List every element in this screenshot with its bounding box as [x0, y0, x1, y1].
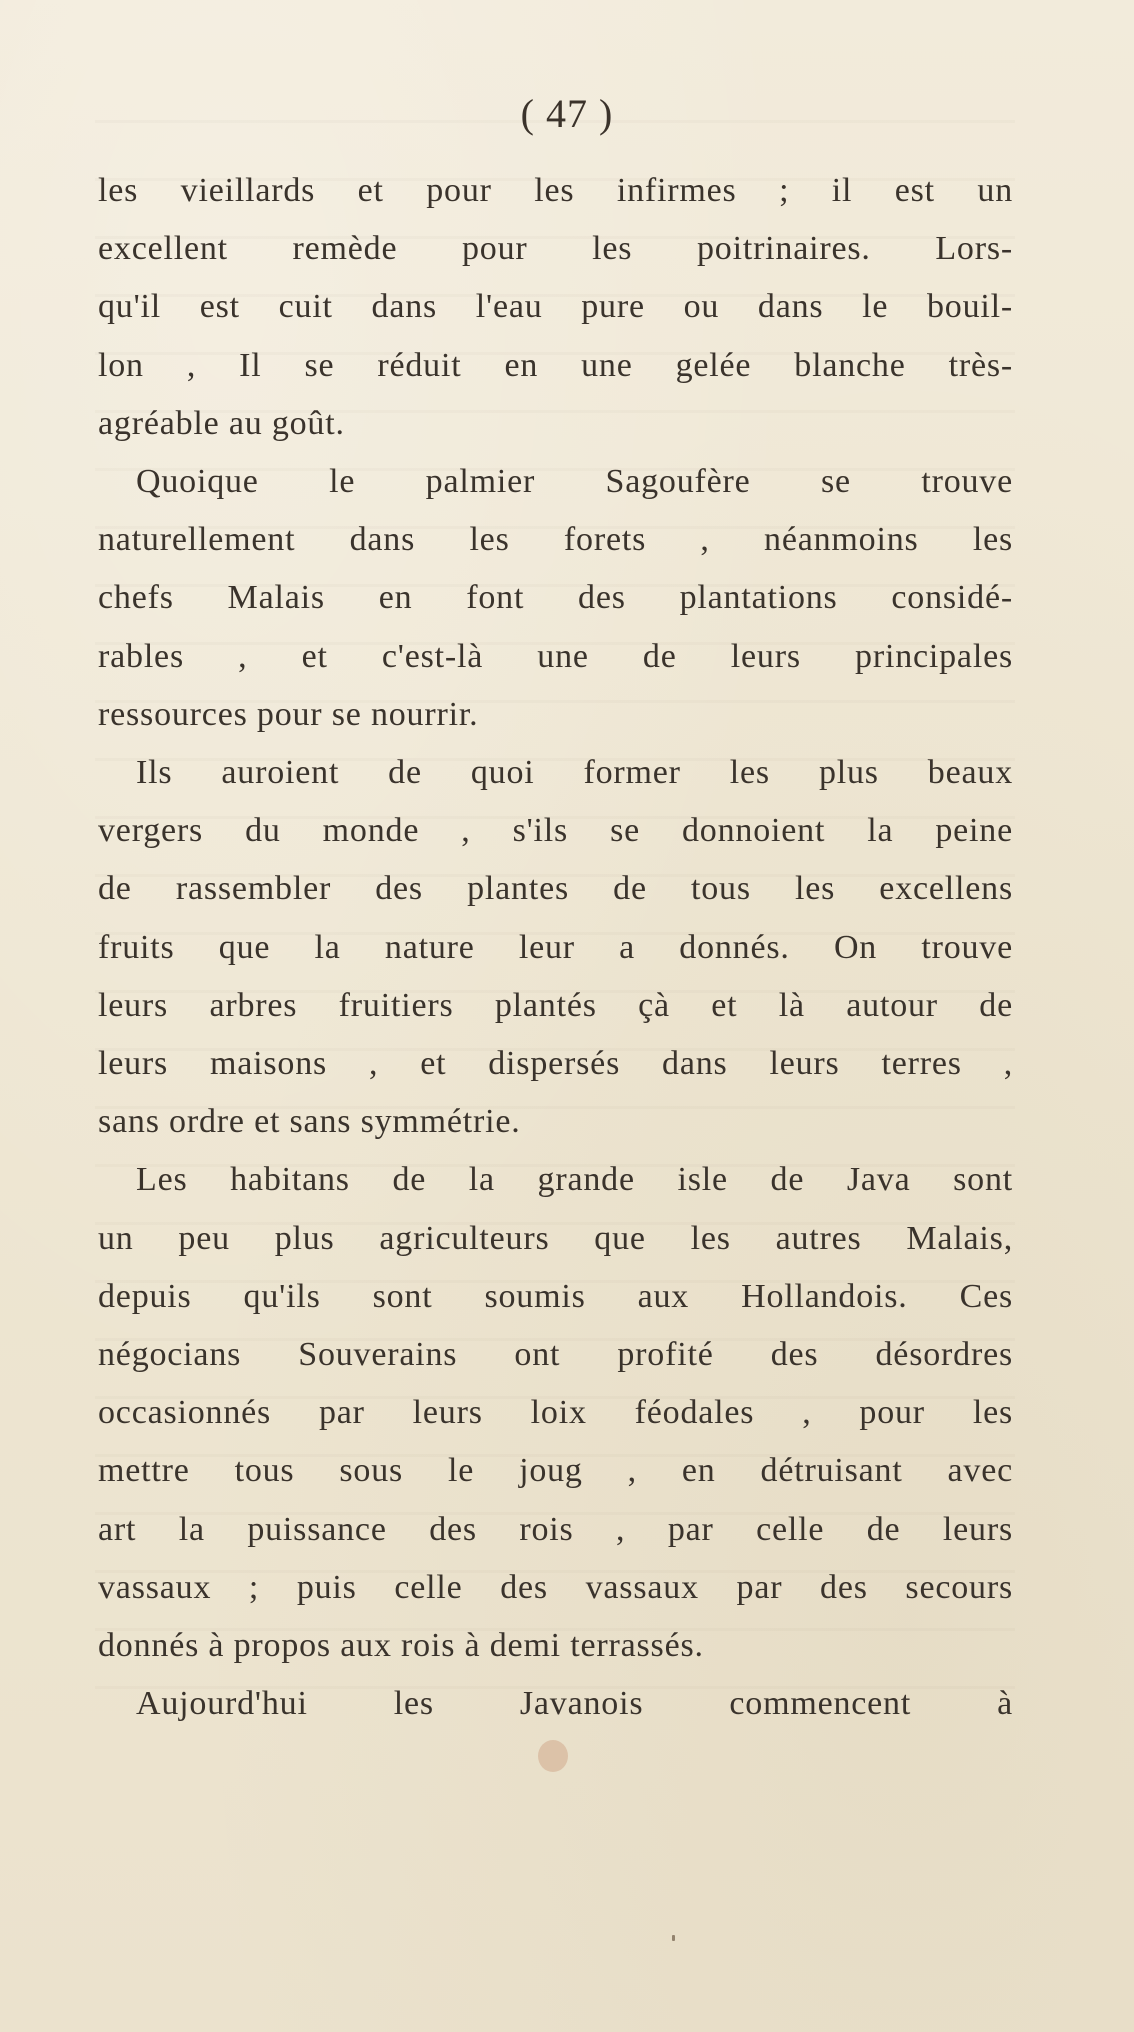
text-line: Les habitans de la grande isle de Java sont: [136, 1161, 1013, 1199]
text-line: les vieillards et pour les infirmes ; il est un: [98, 172, 1013, 209]
text-line: négocians Souverains ont profité des désordres: [98, 1336, 1013, 1374]
text-line: un peu plus agriculteurs que les autres Malais,: [98, 1219, 1013, 1257]
text-line: agréable au goût.: [98, 404, 345, 442]
text-line: Aujourd'hui les Javanois commencent à: [136, 1685, 1013, 1723]
text-line: lon , Il se réduit en une gelée blanche très-: [98, 346, 1013, 384]
paper-speck: [672, 1935, 675, 1941]
text-line: de rassembler des plantes de tous les excellens: [98, 870, 1013, 908]
text-line: rables , et c'est-là une de leurs principales: [98, 637, 1013, 675]
text-line: vassaux ; puis celle des vassaux par des secours: [98, 1568, 1013, 1606]
text-line: donnés à propos aux rois à demi terrassés.: [98, 1627, 704, 1665]
text-line: leurs maisons , et dispersés dans leurs terres ,: [98, 1045, 1013, 1083]
text-line: excellent remède pour les poitrinaires. Lors-: [98, 230, 1013, 268]
text-line: naturellement dans les forets , néanmoins les: [98, 521, 1013, 559]
text-line: Quoique le palmier Sagoufère se trouve: [136, 463, 1013, 501]
text-line: mettre tous sous le joug , en détruisant avec: [98, 1452, 1013, 1490]
text-line: depuis qu'ils sont soumis aux Hollandois. Ces: [98, 1277, 1013, 1315]
text-line: vergers du monde , s'ils se donnoient la peine: [98, 812, 1013, 850]
text-line: fruits que la nature leur a donnés. On trouve: [98, 928, 1013, 966]
text-line: occasionnés par leurs loix féodales , pour les: [98, 1394, 1013, 1432]
text-line: art la puissance des rois , par celle de leurs: [98, 1510, 1013, 1548]
text-line: sans ordre et sans symmétrie.: [98, 1103, 521, 1141]
text-line: ressources pour se nourrir.: [98, 695, 479, 733]
page-number: ( 47 ): [520, 91, 614, 136]
text-line: chefs Malais en font des plantations considé-: [98, 579, 1013, 617]
paper-stain: [538, 1740, 568, 1772]
body-text: [98, 162, 1013, 1733]
text-line: Ils auroient de quoi former les plus beaux: [136, 754, 1013, 792]
text-line: qu'il est cuit dans l'eau pure ou dans le bouil-: [98, 288, 1013, 326]
text-line: leurs arbres fruitiers plantés çà et là autour de: [98, 986, 1013, 1024]
